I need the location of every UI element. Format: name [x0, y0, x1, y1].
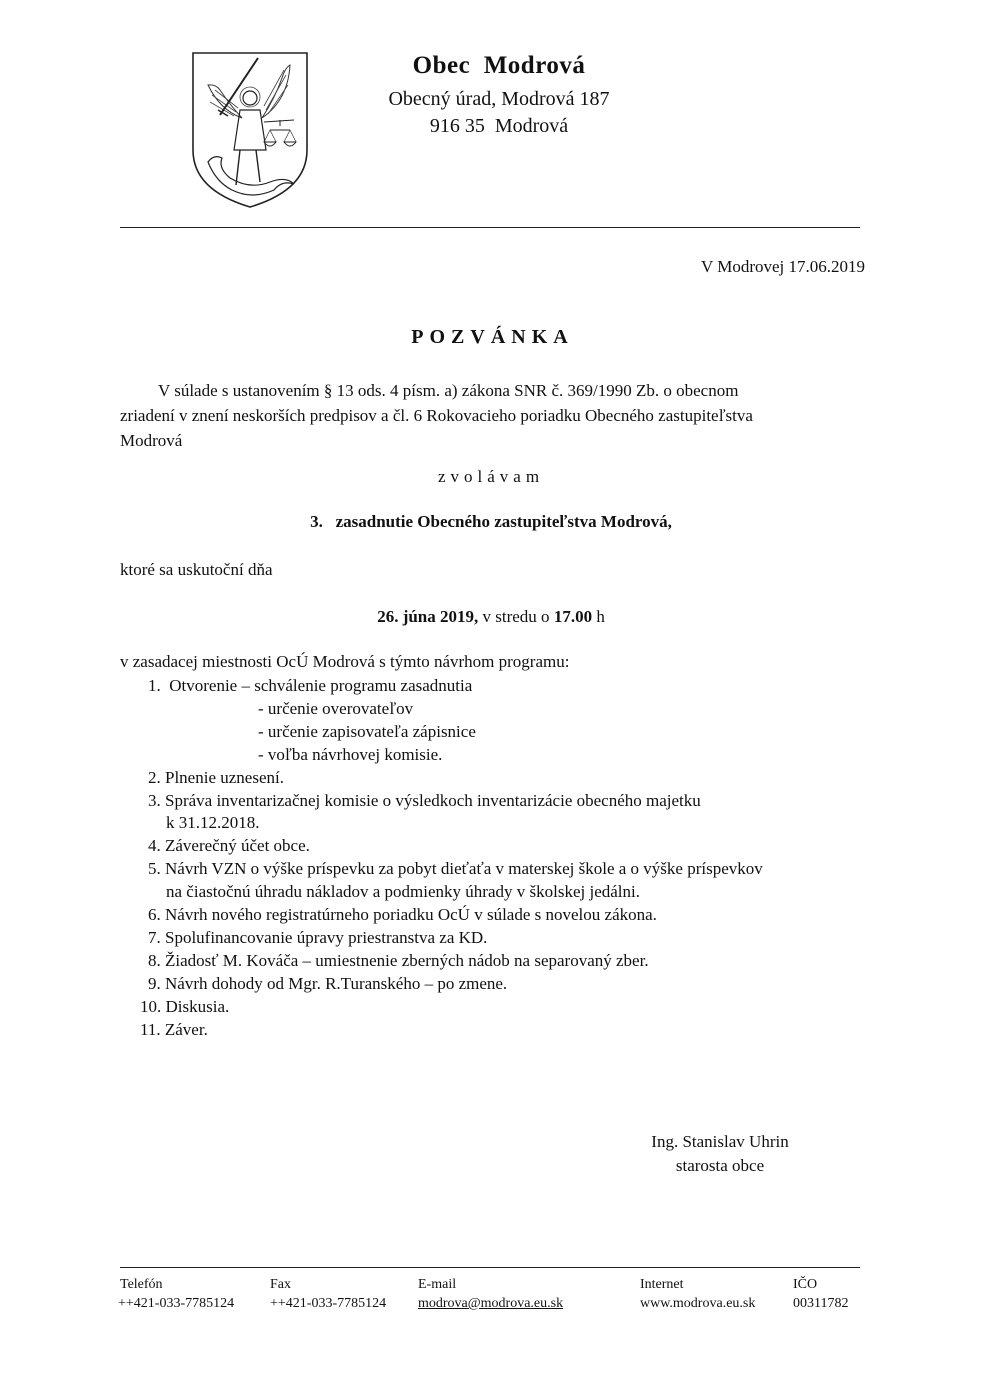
signatory-role: starosta obce — [675, 1156, 765, 1175]
agenda-item-text: Otvorenie – schválenie programu zasadnutia — [169, 676, 473, 695]
footer-internet-label: Internet — [640, 1277, 684, 1292]
agenda-item-text: Návrh dohody od Mgr. R.Turanského – po zmene. — [165, 974, 508, 993]
meeting-datetime — [120, 607, 862, 627]
agenda-item-text: Záver. — [164, 1020, 208, 1039]
agenda-item-text: Žiadosť M. Kováča – umiestnenie zberných nádob na separovaný zber. — [165, 951, 649, 970]
meeting-heading — [120, 512, 862, 532]
footer-phone: ++421-033-7785124 — [118, 1296, 235, 1311]
meeting-name: zasadnutie Obecného zastupiteľstva Modrová, — [335, 512, 672, 531]
agenda-item-text: Návrh nového registratúrneho poriadku OcÚ v súlade s novelou zákona. — [165, 905, 657, 924]
address-line-2: 916 35 Modrová — [429, 115, 569, 137]
meeting-number: 3. — [310, 512, 323, 531]
agenda-item-number: 5. — [148, 859, 161, 878]
footer-email[interactable] — [418, 1296, 563, 1312]
footer-phone-label: Telefón — [120, 1277, 163, 1292]
coat-of-arms-logo — [190, 50, 310, 210]
agenda-subitem: - voľba návrhovej komisie. — [258, 745, 443, 764]
agenda-item — [148, 676, 472, 696]
convene-word: zvolávam — [437, 467, 545, 486]
agenda-item-number: 4. — [148, 836, 161, 855]
agenda-item-number: 3. — [148, 791, 161, 810]
meeting-day: v stredu o — [478, 607, 554, 626]
intro-line-1: V súlade s ustanovením § 13 ods. 4 písm. a) zákona SNR č. 369/1990 Zb. o obecnom — [158, 381, 739, 400]
agenda-item-text: Návrh VZN o výške príspevku za pobyt dieťaťa v materskej škole a o výške príspevkov — [165, 859, 763, 878]
intro-line-3: Modrová — [120, 431, 183, 450]
signatory-name: Ing. Stanislav Uhrin — [651, 1132, 789, 1151]
agenda-item-number: 2. — [148, 768, 161, 787]
agenda-item-text: Diskusia. — [165, 997, 230, 1016]
footer-internet: www.modrova.eu.sk — [640, 1296, 756, 1311]
agenda-item — [148, 951, 649, 971]
agenda-item — [148, 836, 310, 856]
footer-fax: ++421-033-7785124 — [270, 1296, 387, 1311]
agenda-item — [148, 859, 763, 879]
agenda-item — [148, 928, 487, 948]
agenda-item-text: Plnenie uznesení. — [165, 768, 284, 787]
email-link[interactable]: modrova@modrova.eu.sk — [418, 1296, 564, 1311]
date-line: V Modrovej 17.06.2019 — [700, 257, 865, 276]
agenda-item-text: Spolufinancovanie úpravy priestranstva za KD. — [165, 928, 488, 947]
intro-line-2: zriadení v znení neskorších predpisov a čl. 6 Rokovacieho poriadku Obecného zastupiteľstva — [120, 406, 753, 425]
when-intro: ktoré sa uskutoční dňa — [120, 560, 273, 579]
footer-ico: 00311782 — [793, 1296, 849, 1311]
agenda-item-text: Správa inventarizačnej komisie o výsledkoch inventarizácie obecného majetku — [165, 791, 701, 810]
organization-name: Obec Modrová — [412, 52, 586, 79]
footer-fax-label: Fax — [270, 1277, 291, 1292]
agenda-subitem: - určenie zapisovateľa zápisnice — [258, 722, 476, 741]
agenda-subitem: - určenie overovateľov — [258, 699, 414, 718]
agenda-item — [140, 997, 229, 1017]
agenda-item-number: 1. — [148, 676, 161, 695]
footer-ico-label: IČO — [793, 1277, 818, 1292]
agenda-item — [148, 905, 657, 925]
agenda-item-continuation: na čiastočnú úhradu nákladov a podmienky úhrady v školskej jedálni. — [166, 882, 640, 901]
agenda-item-number: 10. — [140, 997, 162, 1016]
meeting-time-unit: h — [592, 607, 605, 626]
agenda-item-number: 7. — [148, 928, 161, 947]
agenda-item-continuation: k 31.12.2018. — [166, 813, 260, 832]
agenda-item-text: Záverečný účet obce. — [165, 836, 310, 855]
agenda-item — [148, 974, 507, 994]
agenda-item-number: 11. — [140, 1020, 161, 1039]
location-line: v zasadacej miestnosti OcÚ Modrová s týmto návrhom programu: — [120, 652, 570, 671]
document-title: POZVÁNKA — [411, 326, 574, 348]
meeting-time: 17.00 — [553, 607, 593, 626]
agenda-item-number: 6. — [148, 905, 161, 924]
footer-divider — [120, 1267, 860, 1268]
agenda-item — [148, 791, 701, 811]
agenda-item — [148, 768, 284, 788]
agenda-item-number: 8. — [148, 951, 161, 970]
footer-email-label: E-mail — [418, 1277, 457, 1292]
agenda-item-number: 9. — [148, 974, 161, 993]
address-line-1: Obecný úrad, Modrová 187 — [388, 88, 610, 110]
header-divider — [120, 227, 860, 228]
agenda-item — [140, 1020, 208, 1040]
meeting-date: 26. júna 2019, — [377, 607, 479, 626]
